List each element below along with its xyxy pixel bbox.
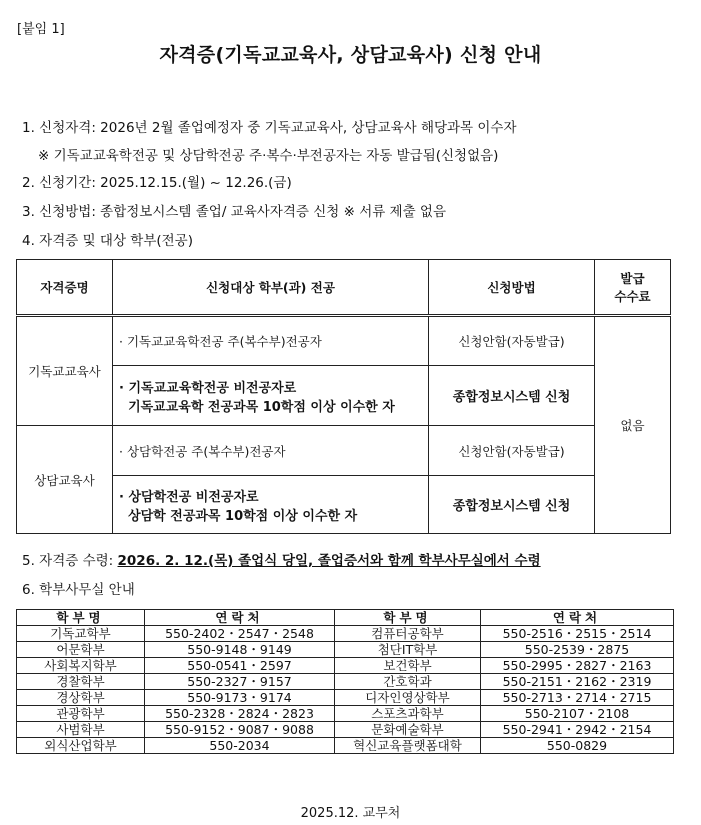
header-dept: 학부명 xyxy=(17,610,145,626)
phone: 550-9148・9149 xyxy=(145,642,335,658)
table-row xyxy=(17,642,674,658)
target-text: · 기독교교육학전공 주(복수부)전공자 xyxy=(113,316,429,366)
dept-name: 문화예술학부 xyxy=(335,722,481,738)
table-row xyxy=(17,476,671,534)
target-text: · 기독교교육학전공 비전공자로 기독교교육학 전공과목 10학점 이상 이수한 자 xyxy=(113,366,429,426)
dept-name: 경상학부 xyxy=(17,690,145,706)
target-text: · 상담학전공 주(복수부)전공자 xyxy=(113,426,429,476)
table-row xyxy=(17,706,674,722)
office-contact-table xyxy=(16,609,674,754)
contact-table-header xyxy=(17,610,674,626)
dept-name: 외식산업학부 xyxy=(17,738,145,754)
method-text: 신청안함(자동발급) xyxy=(429,426,595,476)
phone: 550-2034 xyxy=(145,738,335,754)
phone: 550-9152・9087・9088 xyxy=(145,722,335,738)
dept-name: 간호학과 xyxy=(335,674,481,690)
phone: 550-2402・2547・2548 xyxy=(145,626,335,642)
method-text: 종합정보시스템 신청 xyxy=(429,366,595,426)
receipt-line: 5. 자격증 수령: 2026. 2. 12.(목) 졸업식 당일, 졸업증서와 함께 학부사무실에서 수령 xyxy=(22,553,541,569)
dept-name: 기독교학부 xyxy=(17,626,145,642)
phone: 550-2151・2162・2319 xyxy=(481,674,674,690)
fee-value: 없음 xyxy=(595,316,671,534)
phone: 550-9173・9174 xyxy=(145,690,335,706)
table-row xyxy=(17,626,674,642)
table-row xyxy=(17,316,671,366)
dept-name: 혁신교육플랫폼대학 xyxy=(335,738,481,754)
footer-date-issuer: 2025.12. 교무처 xyxy=(300,806,401,821)
phone: 550-2107・2108 xyxy=(481,706,674,722)
dept-name: 디자인영상학부 xyxy=(335,690,481,706)
header-phone: 연락처 xyxy=(145,610,335,626)
phone: 550-2941・2942・2154 xyxy=(481,722,674,738)
dept-name: 사범학부 xyxy=(17,722,145,738)
dept-name: 어문학부 xyxy=(17,642,145,658)
period-line: 2. 신청기간: 2025.12.15.(월) ~ 12.26.(금) xyxy=(22,175,292,191)
office-heading: 6. 학부사무실 안내 xyxy=(22,582,135,598)
certificate-name: 상담교육사 xyxy=(17,426,113,534)
header-method: 신청방법 xyxy=(429,260,595,316)
table-row xyxy=(17,674,674,690)
dept-name: 경찰학부 xyxy=(17,674,145,690)
table-row xyxy=(17,366,671,426)
phone: 550-2328・2824・2823 xyxy=(145,706,335,722)
method-text: 종합정보시스템 신청 xyxy=(429,476,595,534)
header-certificate: 자격증명 xyxy=(17,260,113,316)
targets-heading: 4. 자격증 및 대상 학부(전공) xyxy=(22,233,193,249)
dept-name: 보건학부 xyxy=(335,658,481,674)
method-line: 3. 신청방법: 종합정보시스템 졸업/ 교육사자격증 신청 ※ 서류 제출 없음 xyxy=(22,204,447,220)
phone: 550-2516・2515・2514 xyxy=(481,626,674,642)
dept-name: 관광학부 xyxy=(17,706,145,722)
table-row xyxy=(17,738,674,754)
certificate-name: 기독교교육사 xyxy=(17,316,113,426)
dept-name: 첨단IT학부 xyxy=(335,642,481,658)
table-row xyxy=(17,722,674,738)
dept-name: 사회복지학부 xyxy=(17,658,145,674)
table-row xyxy=(17,658,674,674)
header-phone: 연락처 xyxy=(481,610,674,626)
dept-name: 컴퓨터공학부 xyxy=(335,626,481,642)
target-text: · 상담학전공 비전공자로 상담학 전공과목 10학점 이상 이수한 자 xyxy=(113,476,429,534)
dept-name: 스포츠과학부 xyxy=(335,706,481,722)
phone: 550-2539・2875 xyxy=(481,642,674,658)
header-dept: 학부명 xyxy=(335,610,481,626)
page-title: 자격증(기독교교육사, 상담교육사) 신청 안내 xyxy=(159,44,542,66)
header-fee: 발급 수수료 xyxy=(595,260,671,316)
table-row xyxy=(17,426,671,476)
phone: 550-0541・2597 xyxy=(145,658,335,674)
phone: 550-2713・2714・2715 xyxy=(481,690,674,706)
certificate-table-header xyxy=(17,260,671,316)
certificate-table xyxy=(16,259,671,534)
attachment-label: [붙임 1] xyxy=(17,22,65,37)
auto-issue-note: ※ 기독교교육학전공 및 상담학전공 주·복수·부전공자는 자동 발급됨(신청없음) xyxy=(38,148,499,164)
method-text: 신청안함(자동발급) xyxy=(429,316,595,366)
eligibility-line: 1. 신청자격: 2026년 2월 졸업예정자 중 기독교교육사, 상담교육사 해당과목 이수자 xyxy=(22,120,517,136)
phone: 550-2327・9157 xyxy=(145,674,335,690)
table-row xyxy=(17,690,674,706)
phone: 550-0829 xyxy=(481,738,674,754)
header-target: 신청대상 학부(과) 전공 xyxy=(113,260,429,316)
phone: 550-2995・2827・2163 xyxy=(481,658,674,674)
